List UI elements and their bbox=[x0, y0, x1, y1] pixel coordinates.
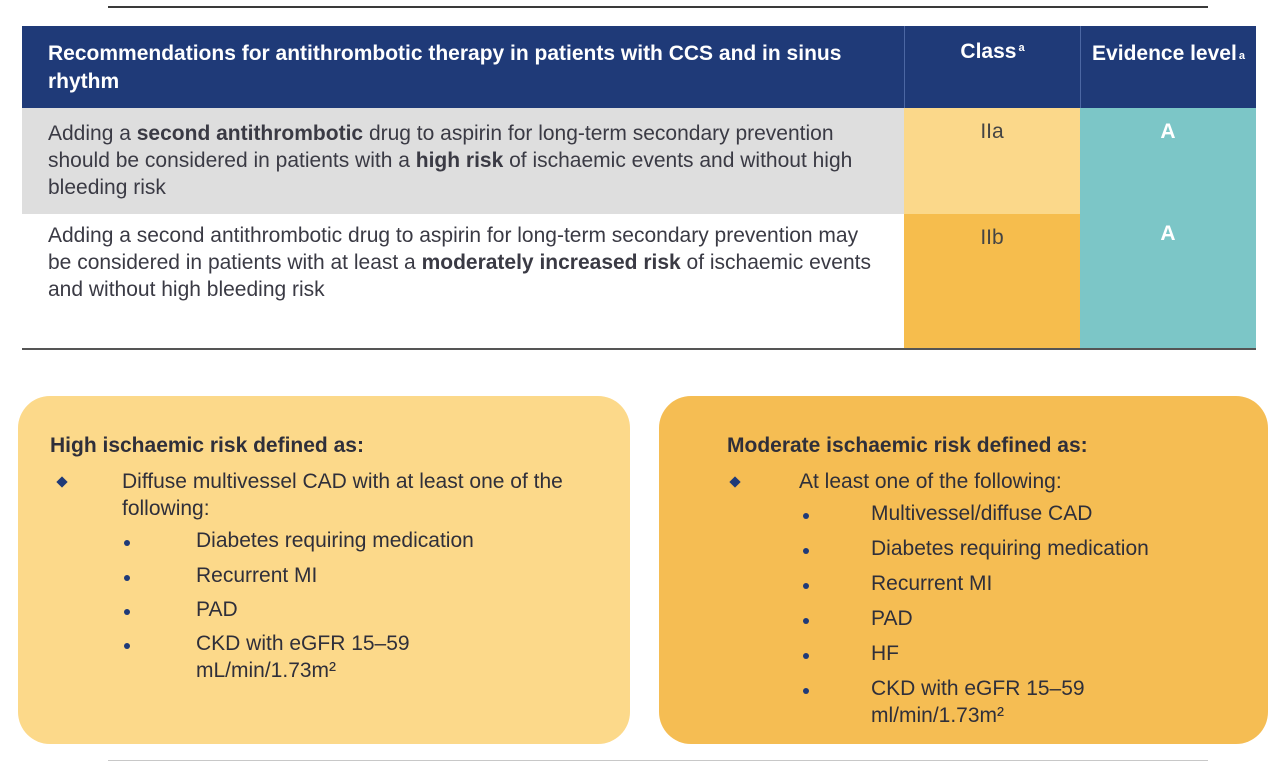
header-class-footnote: a bbox=[1018, 42, 1025, 54]
moderate-risk-box bbox=[659, 396, 1268, 744]
table-row bbox=[22, 108, 1256, 214]
rec-text-bold: second antithrombotic bbox=[136, 122, 364, 145]
diamond-bullet-icon bbox=[56, 476, 67, 487]
header-evidence-footnote: a bbox=[1238, 50, 1245, 62]
high-risk-sub-item: CKD with eGFR 15–59 mL/min/1.73m² bbox=[196, 632, 410, 682]
bullet-dot-icon bbox=[124, 643, 130, 649]
recommendation-text bbox=[22, 214, 904, 348]
rec-text-part: of ischaemic events and without high bleeding risk bbox=[48, 149, 853, 199]
recommendation-table bbox=[22, 26, 1256, 350]
bullet-dot-icon bbox=[803, 583, 809, 589]
class-cell: IIa bbox=[904, 108, 1080, 214]
moderate-risk-sub-item: PAD bbox=[871, 607, 913, 630]
top-rule bbox=[108, 6, 1208, 8]
rec-text-part: Adding a bbox=[48, 122, 137, 145]
header-recommendation-text: Recommendations for antithrombotic therapy in patients with CCS and in sinus rhythm bbox=[48, 42, 842, 93]
bullet-dot-icon bbox=[124, 575, 130, 581]
moderate-risk-main-item: At least one of the following: bbox=[799, 470, 1062, 493]
moderate-risk-sub-item: CKD with eGFR 15–59 ml/min/1.73m² bbox=[871, 677, 1085, 727]
rec-text-part: Adding a second antithrombotic drug to aspirin for long-term secondary prevention may be considered in patients with at least a bbox=[48, 224, 859, 274]
table-header bbox=[22, 26, 1256, 108]
bullet-dot-icon bbox=[803, 688, 809, 694]
bullet-dot-icon bbox=[124, 540, 130, 546]
header-evidence bbox=[1080, 26, 1256, 108]
moderate-risk-sub-item: HF bbox=[871, 642, 899, 665]
table-row bbox=[22, 214, 1256, 350]
high-risk-sub-item: Recurrent MI bbox=[196, 564, 318, 587]
moderate-risk-sub-item: Multivessel/diffuse CAD bbox=[871, 502, 1093, 525]
evidence-cell: A bbox=[1080, 214, 1256, 348]
header-evidence-text: Evidence level bbox=[1092, 42, 1237, 65]
diamond-bullet-icon bbox=[729, 476, 740, 487]
bottom-rule bbox=[108, 760, 1208, 761]
high-risk-main-item: Diffuse multivessel CAD with at least one of the following: bbox=[122, 470, 563, 520]
rec-text-bold: high risk bbox=[415, 149, 504, 172]
rec-text-part: drug to aspirin for long-term secondary prevention should be considered in patients with a bbox=[48, 122, 834, 172]
moderate-risk-sub-item: Diabetes requiring medication bbox=[871, 537, 1149, 560]
high-risk-sub-item: Diabetes requiring medication bbox=[196, 529, 474, 552]
class-cell: IIb bbox=[904, 214, 1080, 348]
bullet-dot-icon bbox=[803, 513, 809, 519]
header-class bbox=[904, 26, 1080, 108]
bullet-dot-icon bbox=[124, 609, 130, 615]
moderate-risk-sub-item: Recurrent MI bbox=[871, 572, 993, 595]
high-risk-sub-item: PAD bbox=[196, 598, 238, 621]
high-risk-box bbox=[18, 396, 630, 744]
header-recommendation bbox=[22, 26, 904, 108]
header-class-text: Class bbox=[960, 40, 1017, 63]
bullet-dot-icon bbox=[803, 653, 809, 659]
rec-text-bold: moderately increased risk bbox=[421, 251, 681, 274]
bullet-dot-icon bbox=[803, 618, 809, 624]
high-risk-title: High ischaemic risk defined as: bbox=[50, 434, 364, 457]
recommendation-text bbox=[22, 108, 904, 214]
moderate-risk-title: Moderate ischaemic risk defined as: bbox=[727, 434, 1088, 457]
evidence-cell: A bbox=[1080, 108, 1256, 214]
bullet-dot-icon bbox=[803, 548, 809, 554]
rec-text-part: of ischaemic events and without high bleeding risk bbox=[48, 251, 871, 301]
